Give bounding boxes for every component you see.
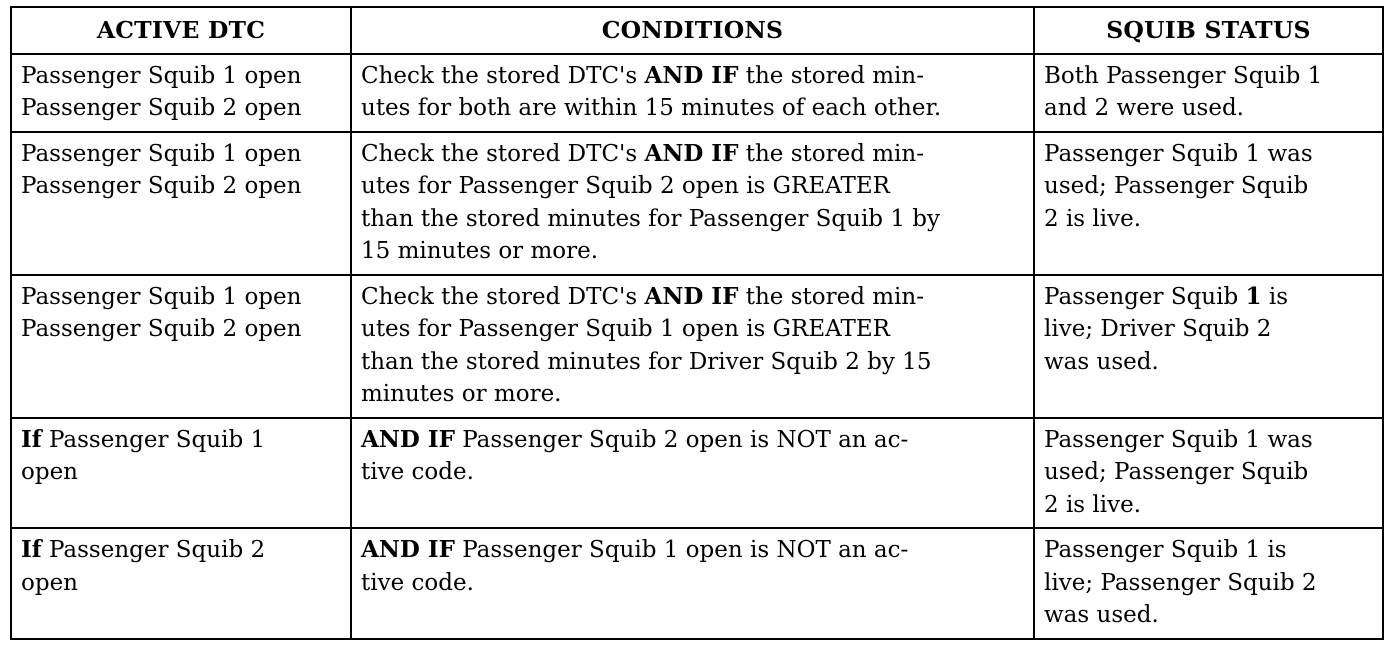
text-run: Passenger Squib 1 open: [21, 283, 302, 310]
text-run: Passenger Squib 1 open is NOT an ac-: [454, 537, 909, 563]
text-run: Passenger Squib 1 open: [21, 62, 302, 89]
text-run: tive code.: [361, 569, 474, 596]
text-run: Passenger Squib: [1044, 283, 1246, 310]
table-row: [11, 528, 1383, 639]
cell-squib-status: [1034, 418, 1383, 529]
text-run: open: [21, 569, 78, 596]
table-row: [11, 132, 1383, 275]
text-run: Check the stored DTC's: [361, 140, 645, 167]
cell-conditions: [351, 275, 1034, 418]
text-run: 2 is live.: [1044, 491, 1142, 518]
text-run: used; Passenger Squib: [1044, 173, 1309, 199]
text-run: Passenger Squib 2 open: [21, 173, 302, 199]
table-row: [11, 54, 1383, 132]
text-run: Passenger Squib 2 open is NOT an ac-: [454, 426, 909, 453]
cell-line: [21, 60, 342, 93]
cell-line: [21, 567, 342, 600]
cell-line: [1044, 92, 1374, 125]
cell-active-dtc: [11, 54, 351, 132]
text-run: Passenger Squib 1: [41, 426, 266, 453]
cell-line: [361, 170, 1025, 203]
text-run: live; Driver Squib 2: [1044, 316, 1272, 342]
cell-conditions: [351, 54, 1034, 132]
cell-line: [1044, 489, 1374, 522]
cell-line: [361, 378, 1025, 411]
header-row: [11, 7, 1383, 54]
cell-line: [1044, 281, 1374, 314]
cell-active-dtc: [11, 418, 351, 529]
text-run: than the stored minutes for Passenger Squib 1 by: [361, 205, 940, 232]
bold-text: If: [21, 536, 42, 563]
text-run: is: [1261, 283, 1289, 310]
header-active-dtc: ACTIVE DTC: [11, 7, 351, 54]
cell-line: [361, 60, 1025, 93]
text-run: was used.: [1044, 602, 1159, 628]
cell-line: [361, 281, 1025, 314]
cell-line: [21, 424, 342, 457]
bold-text: AND IF: [644, 282, 739, 310]
text-run: Passenger Squib 1 was: [1044, 140, 1313, 167]
bold-text: If: [21, 425, 42, 453]
cell-squib-status: [1034, 54, 1383, 132]
text-run: minutes or more.: [361, 381, 562, 407]
header-conditions: CONDITIONS: [351, 7, 1034, 54]
cell-line: [361, 346, 1025, 379]
table-row: [11, 418, 1383, 529]
bold-text: 1: [1245, 282, 1262, 310]
cell-line: [21, 281, 342, 314]
cell-line: [361, 235, 1025, 268]
cell-line: [1044, 567, 1374, 600]
text-run: tive code.: [361, 459, 474, 485]
cell-line: [21, 170, 342, 203]
cell-squib-status: [1034, 528, 1383, 639]
text-run: Passenger Squib 2 open: [21, 95, 302, 121]
text-run: utes for both are within 15 minutes of each other.: [361, 95, 942, 121]
text-run: than the stored minutes for Driver Squib 2 by 15: [361, 348, 932, 375]
cell-line: [1044, 346, 1374, 379]
cell-line: [21, 313, 342, 346]
cell-line: [21, 456, 342, 489]
cell-line: [361, 138, 1025, 171]
cell-line: [1044, 170, 1374, 203]
text-run: 15 minutes or more.: [361, 238, 599, 264]
text-run: the stored min-: [738, 283, 924, 310]
bold-text: AND IF: [361, 425, 455, 453]
cell-line: [1044, 203, 1374, 236]
text-run: and 2 were used.: [1044, 95, 1244, 121]
cell-conditions: [351, 132, 1034, 275]
bold-text: AND IF: [361, 536, 455, 563]
cell-line: [1044, 534, 1374, 567]
cell-conditions: [351, 418, 1034, 529]
bold-text: AND IF: [644, 61, 739, 89]
cell-line: [361, 567, 1025, 600]
cell-line: [361, 313, 1025, 346]
cell-line: [1044, 599, 1374, 632]
table-body: [11, 54, 1383, 639]
header-squib-status: SQUIB STATUS: [1034, 7, 1383, 54]
text-run: was used.: [1044, 348, 1159, 375]
cell-squib-status: [1034, 275, 1383, 418]
text-run: open: [21, 459, 78, 485]
cell-line: [1044, 60, 1374, 93]
text-run: Check the stored DTC's: [361, 62, 645, 89]
cell-line: [1044, 424, 1374, 457]
cell-line: [21, 534, 342, 567]
cell-line: [361, 92, 1025, 125]
cell-active-dtc: [11, 275, 351, 418]
cell-active-dtc: [11, 132, 351, 275]
text-run: utes for Passenger Squib 1 open is GREATER: [361, 316, 890, 342]
cell-line: [1044, 456, 1374, 489]
text-run: the stored min-: [738, 62, 924, 89]
text-run: Passenger Squib 1 was: [1044, 426, 1313, 453]
cell-line: [21, 138, 342, 171]
bold-text: AND IF: [644, 139, 739, 167]
text-run: Passenger Squib 1 is: [1044, 537, 1287, 563]
text-run: Check the stored DTC's: [361, 283, 645, 310]
cell-line: [361, 534, 1025, 567]
cell-line: [361, 424, 1025, 457]
cell-line: [361, 456, 1025, 489]
text-run: utes for Passenger Squib 2 open is GREATER: [361, 173, 890, 199]
text-run: used; Passenger Squib: [1044, 459, 1309, 485]
squib-status-table: [10, 6, 1384, 640]
cell-line: [21, 92, 342, 125]
cell-active-dtc: [11, 528, 351, 639]
text-run: Passenger Squib 2 open: [21, 316, 302, 342]
text-run: Passenger Squib 1 open: [21, 140, 302, 167]
cell-line: [1044, 313, 1374, 346]
text-run: 2 is live.: [1044, 205, 1142, 232]
cell-squib-status: [1034, 132, 1383, 275]
cell-line: [361, 203, 1025, 236]
table-row: [11, 275, 1383, 418]
cell-line: [1044, 138, 1374, 171]
text-run: live; Passenger Squib 2: [1044, 569, 1317, 596]
text-run: the stored min-: [738, 140, 924, 167]
text-run: Passenger Squib 2: [41, 537, 266, 563]
text-run: Both Passenger Squib 1: [1044, 62, 1323, 89]
cell-conditions: [351, 528, 1034, 639]
